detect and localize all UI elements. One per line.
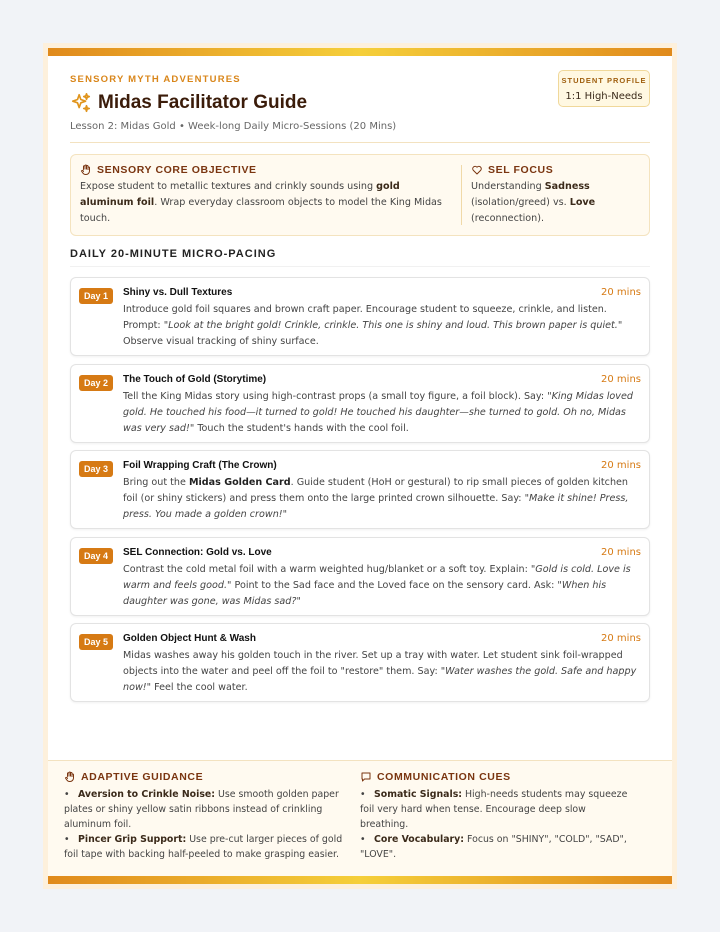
hand-icon bbox=[64, 771, 76, 783]
communication-cues-heading bbox=[360, 771, 630, 783]
day-description bbox=[123, 302, 639, 350]
list-item bbox=[64, 787, 344, 832]
adaptive-guidance bbox=[64, 771, 344, 862]
day-card-1 bbox=[70, 277, 650, 356]
core-text-2: . Wrap everyday classroom objects to model the King Midas touch. bbox=[80, 197, 442, 224]
day-description bbox=[123, 562, 639, 610]
day-card-4 bbox=[70, 537, 650, 616]
day-badge: Day 4 bbox=[79, 548, 113, 564]
day-text: Introduce gold foil squares and brown craft paper. Encourage student to squeeze, crinkle, and listen. Prompt: bbox=[123, 304, 607, 331]
day-title: Shiny vs. Dull Textures bbox=[123, 287, 233, 298]
day-title: Golden Object Hunt & Wash bbox=[123, 633, 256, 644]
core-text-bold: gold aluminum foil bbox=[80, 181, 400, 208]
list-item bbox=[360, 832, 630, 862]
adaptive-guidance-list bbox=[64, 787, 344, 862]
day-description bbox=[123, 389, 639, 437]
sensory-core-objective bbox=[80, 164, 450, 227]
day-text: Midas washes away his golden touch in the river. Set up a tray with water. Let student sink foil-wrapped objects into the water and peel off the foil to "restore" them. Say: bbox=[123, 650, 623, 677]
page-title: Midas Facilitator Guide bbox=[98, 92, 308, 113]
series-eyebrow: SENSORY MYTH ADVENTURES bbox=[70, 74, 241, 85]
sel-focus-heading-text: SEL FOCUS bbox=[488, 164, 554, 176]
sel-focus bbox=[471, 164, 631, 227]
hand-icon bbox=[80, 164, 92, 176]
student-profile-label: STUDENT PROFILE bbox=[561, 76, 647, 85]
sel-focus-heading bbox=[471, 164, 631, 176]
guide-page bbox=[43, 43, 677, 889]
day-prompt: "King Midas loved gold. He touched his food—it turned to gold! He touched his daughter—she turned to gold. Oh no, Midas was very sad!" bbox=[123, 391, 633, 434]
adaptive-guidance-heading-text: ADAPTIVE GUIDANCE bbox=[81, 771, 204, 783]
core-text-1: Expose student to metallic textures and crinkly sounds using bbox=[80, 181, 377, 192]
bullet: • bbox=[360, 834, 366, 845]
list-item-text: Use pre-cut larger pieces of gold foil tape with backing half-peeled to make grasping easier. bbox=[64, 834, 343, 860]
day-text: Feel the cool water. bbox=[151, 682, 248, 693]
day-duration: 20 mins bbox=[601, 633, 641, 644]
day-title: The Touch of Gold (Storytime) bbox=[123, 374, 267, 385]
day-duration: 20 mins bbox=[601, 374, 641, 385]
day-text: Bring out the bbox=[123, 477, 189, 488]
objective-panel bbox=[70, 154, 650, 236]
heart-icon bbox=[471, 164, 483, 176]
day-badge: Day 1 bbox=[79, 288, 113, 304]
list-item bbox=[360, 787, 630, 832]
sparkles-icon bbox=[70, 92, 92, 114]
guide-sheet bbox=[48, 48, 672, 884]
student-profile-badge bbox=[558, 70, 650, 107]
list-item-label: Somatic Signals: bbox=[374, 789, 463, 800]
sensory-core-text bbox=[80, 179, 450, 227]
pacing-divider bbox=[70, 266, 650, 267]
student-profile-value: 1:1 High-Needs bbox=[565, 91, 643, 102]
pacing-section-title: DAILY 20-MINUTE MICRO-PACING bbox=[70, 248, 277, 260]
header-divider bbox=[70, 142, 650, 143]
adaptive-guidance-heading bbox=[64, 771, 344, 783]
day-card-2 bbox=[70, 364, 650, 443]
list-item-text: Use smooth golden paper plates or shiny yellow satin ribbons instead of crinkling aluminum foil. bbox=[64, 789, 339, 830]
day-description bbox=[123, 475, 639, 523]
day-bold: Midas Golden Card bbox=[188, 477, 291, 488]
day-badge: Day 3 bbox=[79, 461, 113, 477]
day-text: Touch the student's hands with the cool foil. bbox=[194, 423, 409, 434]
sel-text-2: (isolation/greed) vs. bbox=[471, 197, 570, 208]
bullet: • bbox=[360, 789, 366, 800]
day-duration: 20 mins bbox=[601, 287, 641, 298]
day-text: Point to the Sad face and the Loved face on the sensory card. Ask: bbox=[231, 580, 558, 591]
sel-text-bold-2: Love bbox=[569, 197, 596, 208]
sel-focus-text bbox=[471, 179, 631, 227]
bottom-gradient-bar bbox=[48, 876, 672, 884]
day-description bbox=[123, 648, 639, 696]
day-card-3 bbox=[70, 450, 650, 529]
sel-text-bold-1: Sadness bbox=[544, 181, 590, 192]
sensory-core-heading-text: SENSORY CORE OBJECTIVE bbox=[97, 164, 257, 176]
day-title: SEL Connection: Gold vs. Love bbox=[123, 547, 272, 558]
list-item-label: Core Vocabulary: bbox=[374, 834, 465, 845]
communication-cues-list bbox=[360, 787, 630, 862]
sensory-core-heading bbox=[80, 164, 450, 176]
day-prompt: "When his daughter was gone, was Midas sad?" bbox=[123, 580, 607, 607]
bullet: • bbox=[64, 789, 70, 800]
day-text: Tell the King Midas story using high-contrast props (a small toy figure, a foil block). Say: bbox=[123, 391, 548, 402]
day-badge: Day 2 bbox=[79, 375, 113, 391]
day-text: Observe visual tracking of shiny surface. bbox=[123, 336, 319, 347]
list-item-text: Focus on "SHINY", "COLD", "SAD", "LOVE". bbox=[360, 834, 627, 860]
day-duration: 20 mins bbox=[601, 547, 641, 558]
list-item bbox=[64, 832, 344, 862]
day-text: . Guide student (HoH or gestural) to rip small pieces of golden kitchen foil (or shiny stickers) and press them onto the large printed crown silhouette. Say: bbox=[123, 477, 629, 504]
bullet: • bbox=[64, 834, 70, 845]
sel-text-3: (reconnection). bbox=[471, 213, 545, 224]
list-item-label: Pincer Grip Support: bbox=[78, 834, 187, 845]
day-title: Foil Wrapping Craft (The Crown) bbox=[123, 460, 277, 471]
day-badge: Day 5 bbox=[79, 634, 113, 650]
top-gradient-bar bbox=[48, 48, 672, 56]
lesson-subtitle: Lesson 2: Midas Gold • Week-long Daily Micro-Sessions (20 Mins) bbox=[70, 121, 397, 132]
list-item-label: Aversion to Crinkle Noise: bbox=[78, 789, 216, 800]
footer-panel bbox=[48, 760, 672, 876]
communication-cues bbox=[360, 771, 630, 862]
speech-bubble-icon bbox=[360, 771, 372, 783]
communication-cues-heading-text: COMMUNICATION CUES bbox=[377, 771, 511, 783]
list-item-text: High-needs students may squeeze foil very hard when tense. Encourage deep slow breathing. bbox=[360, 789, 628, 830]
header bbox=[70, 74, 650, 132]
objective-divider bbox=[461, 165, 462, 225]
sel-text-1: Understanding bbox=[471, 181, 545, 192]
day-text: Contrast the cold metal foil with a warm weighted hug/blanket or a soft toy. Explain: bbox=[123, 564, 531, 575]
day-duration: 20 mins bbox=[601, 460, 641, 471]
day-prompt: "Look at the bright gold! Crinkle, crinkle. This one is shiny and loud. This brown paper is quiet." bbox=[163, 320, 623, 331]
day-prompt: "Water washes the gold. Safe and happy now!" bbox=[123, 666, 637, 693]
day-prompt: "Gold is cold. Love is warm and feels good." bbox=[123, 564, 631, 591]
day-prompt: "Make it shine! Press, press. You made a golden crown!" bbox=[123, 493, 629, 520]
day-card-5 bbox=[70, 623, 650, 702]
